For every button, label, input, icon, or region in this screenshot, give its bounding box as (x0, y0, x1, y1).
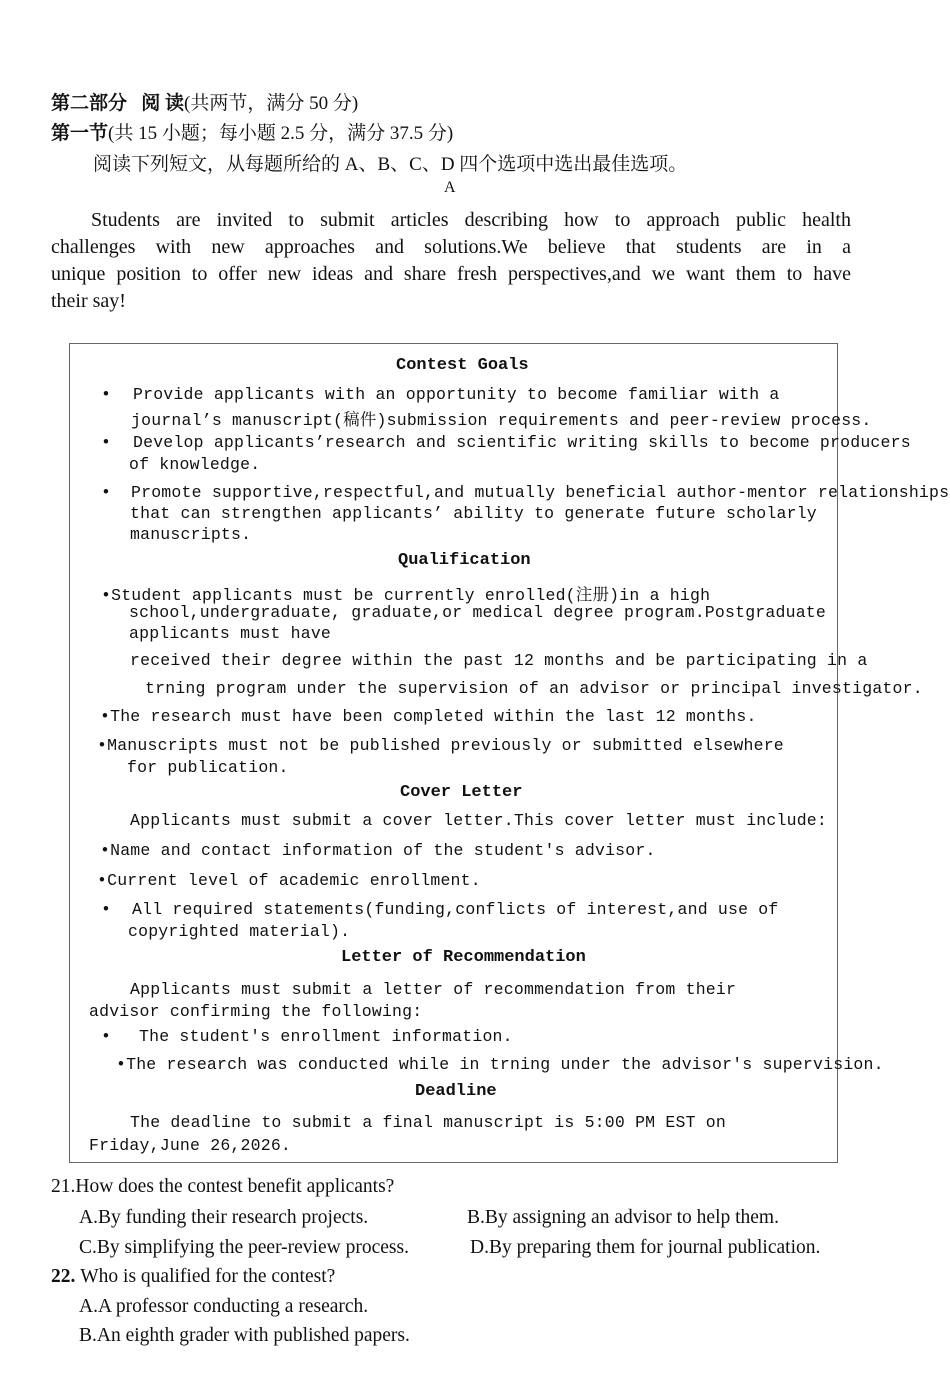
passage-line: challenges with new approaches and solutions.We believe that students are in a (51, 236, 851, 258)
question-22-option-b: B.An eighth grader with published papers. (79, 1325, 410, 1346)
qualification-item-1-line2: school,undergraduate, graduate,or medical degree program.Postgraduate (129, 603, 827, 622)
bullet-glyph: • (101, 385, 112, 404)
bullet-glyph: • (101, 1027, 112, 1046)
recommendation-intro-line2: advisor confirming the following: (89, 1002, 423, 1021)
goal-item-1-line1: Provide applicants with an opportunity to become familiar with a (133, 385, 780, 404)
goal-item-1-line2: journal’s manuscript(稿件)submission requirements and peer-review process. (131, 411, 872, 430)
goal-item-2-line2: of knowledge. (129, 455, 261, 474)
question-21-option-c: C.By simplifying the peer-review process. (79, 1237, 409, 1258)
goals-heading: Contest Goals (396, 356, 529, 375)
cover-letter-item-1: •Name and contact information of the student's advisor. (100, 841, 656, 860)
contest-notice-box (69, 343, 950, 1163)
qualification-item-1-line1: •Student applicants must be currently enrolled(注册)in a high (101, 586, 711, 605)
section-heading (51, 118, 453, 145)
qualification-item-2: •The research must have been completed within the last 12 months. (100, 707, 757, 726)
part-detail: (共两节，满分 50 分) (184, 93, 359, 114)
question-21-option-b: B.By assigning an advisor to help them. (467, 1207, 779, 1228)
passage-label: A (444, 179, 456, 196)
recommendation-intro-line1: Applicants must submit a letter of recommendation from their (130, 980, 737, 999)
part-heading (51, 88, 358, 115)
qualification-item-3-line1: •Manuscripts must not be published previously or submitted elsewhere (97, 736, 784, 755)
goal-item-3-line2: that can strengthen applicants’ ability to generate future scholarly (130, 504, 817, 523)
question-22-option-a: A.A professor conducting a research. (79, 1296, 369, 1317)
question-21-option-d: D.By preparing them for journal publication. (470, 1237, 821, 1258)
goal-item-3-line3: manuscripts. (130, 525, 252, 544)
question-22-text: Who is qualified for the contest? (80, 1266, 336, 1287)
passage-line: unique position to offer new ideas and share fresh perspectives,and we want them to have (51, 263, 851, 285)
question-22-number: 22. (51, 1266, 76, 1287)
qualification-heading: Qualification (398, 551, 531, 570)
deadline-heading: Deadline (415, 1082, 497, 1101)
cover-letter-item-3-line2: copyrighted material). (128, 922, 351, 941)
goal-item-2-line1: Develop applicants’research and scientific writing skills to become producers (133, 433, 911, 452)
cover-letter-item-3-line1: All required statements(funding,conflicts of interest,and use of (132, 900, 779, 919)
qualification-item-1-line3: applicants must have (129, 624, 332, 643)
bullet-glyph: • (101, 433, 112, 452)
passage-line: their say! (51, 290, 126, 312)
qualification-item-1-line5: trning program under the supervision of an advisor or principal investigator. (145, 679, 923, 698)
recommendation-item-1: The student's enrollment information. (139, 1027, 513, 1046)
qualification-item-1-line4: received their degree within the past 12 months and be participating in a (130, 651, 868, 670)
part-title: 第二部分 (51, 93, 128, 114)
cover-letter-heading: Cover Letter (400, 783, 523, 802)
recommendation-item-2: •The research was conducted while in trning under the advisor's supervision. (116, 1055, 884, 1074)
question-21-stem: 21.How does the contest benefit applicants? (51, 1176, 395, 1197)
part-name: 阅 读 (141, 93, 185, 114)
question-21-option-a: A.By funding their research projects. (79, 1207, 369, 1228)
qualification-item-3-line2: for publication. (127, 758, 289, 777)
deadline-text-line1: The deadline to submit a final manuscript is 5:00 PM EST on (130, 1113, 726, 1132)
question-22-stem (51, 1266, 335, 1288)
passage-paragraph (51, 207, 851, 315)
section-title: 第一节 (51, 123, 109, 144)
passage-line: Students are invited to submit articles describing how to approach public health (91, 209, 851, 231)
recommendation-heading: Letter of Recommendation (341, 948, 586, 967)
section-detail: (共 15 小题；每小题 2.5 分，满分 37.5 分) (108, 123, 454, 144)
deadline-text-line2: Friday,June 26,2026. (89, 1136, 292, 1155)
instruction-text: 阅读下列短文，从每题所给的 A、B、C、D 四个选项中选出最佳选项。 (93, 154, 688, 175)
cover-letter-item-2: •Current level of academic enrollment. (97, 871, 481, 890)
bullet-glyph: • (101, 483, 112, 502)
bullet-glyph: • (101, 900, 112, 919)
goal-item-3-line1: Promote supportive,respectful,and mutually beneficial author-mentor relationships (131, 483, 950, 502)
cover-letter-intro: Applicants must submit a cover letter.This cover letter must include: (130, 811, 828, 830)
